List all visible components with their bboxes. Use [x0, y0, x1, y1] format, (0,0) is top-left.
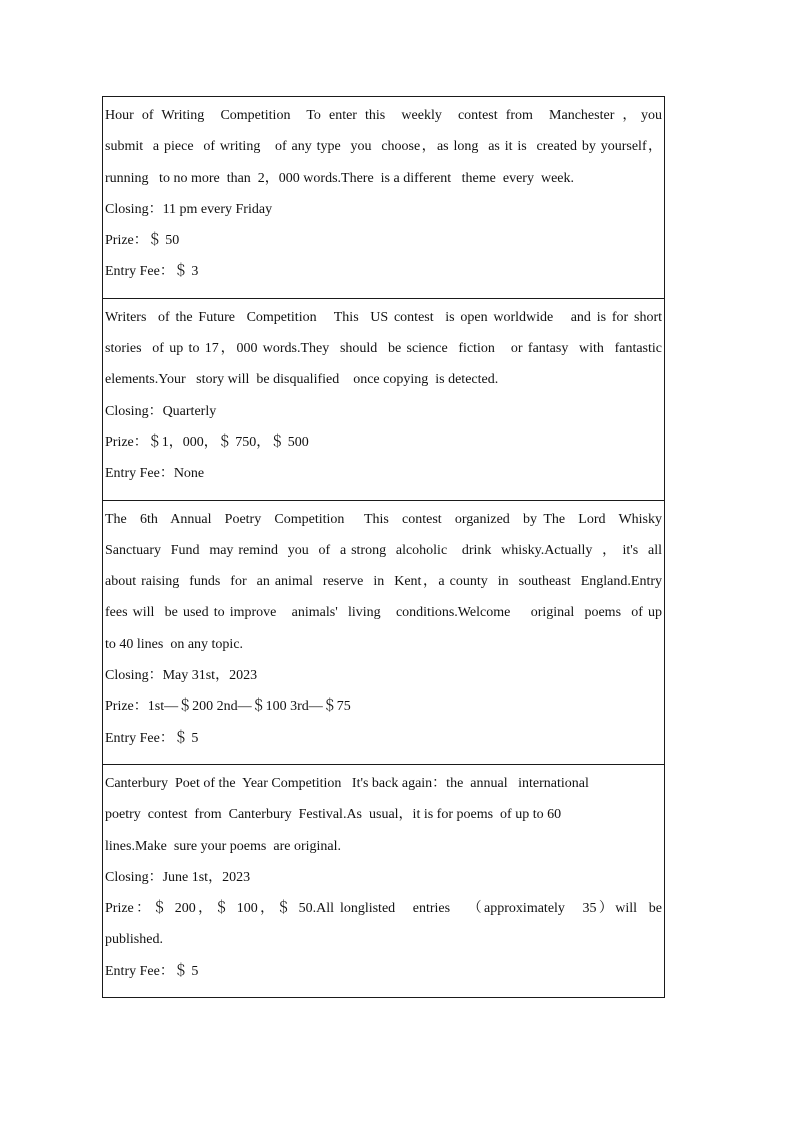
description-line: fees will be used to improve animals' living conditions.Welcome original poems of up [105, 605, 662, 621]
table-row [103, 97, 665, 299]
entry-fee-text: Entry Fee：None [105, 466, 205, 482]
table-row [103, 764, 665, 997]
description-line: poetry contest from Canterbury Festival.As usual，it is for poems of up to 60 [105, 807, 562, 823]
description-line: lines.Make sure your poems are original. [105, 838, 341, 854]
description-line: Sanctuary Fund may remind you of a strong alcoholic drink whisky.Actually ， it's all [105, 542, 662, 558]
description-line: stories of up to 17，000 words.They should be science fiction or fantasy with fantastic [105, 341, 662, 357]
prize-text: Prize：＄1，000，＄ 750，＄ 500 [105, 434, 309, 450]
description-line: submit a piece of writing of any type you choose，as long as it is created by yourself， [105, 139, 662, 155]
closing-text: Closing：May 31st，2023 [105, 668, 258, 684]
entry-cell-canterbury-poet [103, 764, 665, 997]
description-line: to 40 lines on any topic. [105, 636, 244, 652]
prize-text: Prize：＄ 200，＄ 100，＄ 50.All longlisted entries （approximately 35）will be [105, 901, 662, 917]
closing-text: Closing：11 pm every Friday [105, 201, 273, 217]
entry-cell-hour-of-writing [103, 97, 665, 299]
table-row [103, 298, 665, 500]
closing-text: Closing：June 1st，2023 [105, 869, 251, 885]
entry-fee-text: Entry Fee：＄ 5 [105, 730, 199, 746]
prize-text: Prize：1st—＄200 2nd—＄100 3rd—＄75 [105, 699, 351, 715]
prize-text-continued: published. [105, 932, 163, 948]
description-line: about raising funds for an animal reserve in Kent，a county in southeast England.Entry [105, 574, 662, 590]
entry-cell-annual-poetry [103, 500, 665, 764]
entry-cell-writers-of-the-future [103, 298, 665, 500]
closing-text: Closing：Quarterly [105, 403, 217, 419]
description-line: The 6th Annual Poetry Competition This contest organized by The Lord Whisky [105, 511, 662, 527]
entry-fee-text: Entry Fee：＄ 3 [105, 264, 199, 280]
description-line: running to no more than 2，000 words.There is a different theme every week. [105, 170, 574, 186]
prize-text: Prize：＄ 50 [105, 233, 180, 249]
description-line: Writers of the Future Competition This US contest is open worldwide and is for short [105, 309, 662, 325]
entry-fee-text: Entry Fee：＄ 5 [105, 963, 199, 979]
description-line: elements.Your story will be disqualified once copying is detected. [105, 372, 499, 388]
table-row [103, 500, 665, 764]
contest-table [102, 96, 665, 998]
description-line: Canterbury Poet of the Year Competition It's back again：the annual international [105, 775, 589, 791]
description-line: Hour of Writing Competition To enter this weekly contest from Manchester ，you [105, 108, 662, 123]
